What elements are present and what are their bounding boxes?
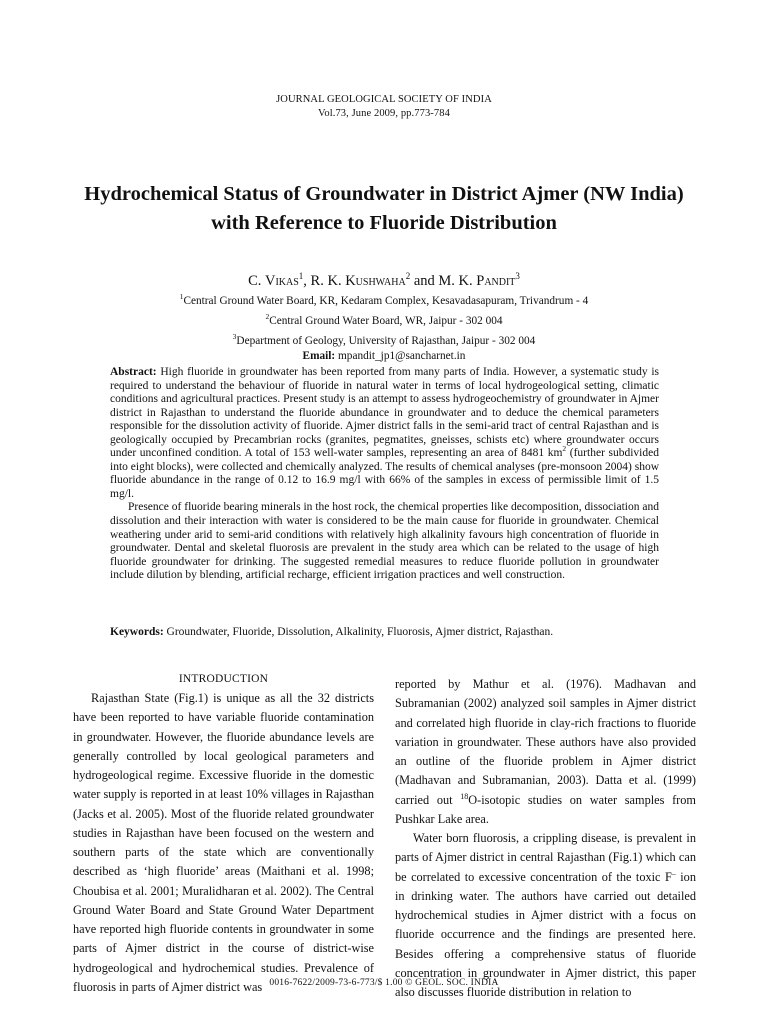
section-heading: INTRODUCTION [178,673,269,685]
superscript: 18 [460,791,469,801]
author-separator: and [410,272,439,289]
keywords-label: Keywords: [110,626,164,638]
email-address[interactable]: mpandit_jp1@sancharnet.in [335,349,466,362]
author-1-affil-mark: 1 [298,271,304,281]
author-separator: , [303,272,311,289]
author-1-initials: C. [248,272,265,289]
affiliation-text: Central Ground Water Board, KR, Kedaram Complex, Kesavadasapuram, Trivandrum - 4 [183,294,589,307]
body-text: reported by Mathur et al. (1976). Madhavan and Subramanian (2002) analyzed soil samples in Ajmer district and correlated high fluoride in clay-rich fractions to fluoride variation in groundwater. These authors have also provided an outline of the fluoride problem in Ajmer district (Madhavan and Subramanian, 2003). Datta et al. (1999) carried out [395,677,696,807]
journal-name: JOURNAL GEOLOGICAL SOCIETY OF INDIA [276,94,492,105]
author-2-initials: R. K. [310,272,346,289]
author-3-affil-mark: 3 [515,271,520,281]
abstract-paragraph-1 [110,366,659,501]
body-column-right [395,675,696,1002]
author-2-surname: Kushwaha [345,272,406,289]
affiliation-text: Department of Geology, University of Rajasthan, Jaipur - 302 004 [236,334,536,347]
email-label: Email: [302,349,336,362]
title-line-2: with Reference to Fluoride Distribution [211,212,557,234]
paper-title [40,180,728,238]
email-line [0,349,768,364]
body-paragraph: Rajasthan State (Fig.1) is unique as all the 32 districts have been reported to have variable fluoride contamination in groundwater. However, the fluoride abundance levels are generally controlled by local geological parameters and hydrogeological regime. Excessive fluoride in the domestic water supply is reported in at least 10% villages in Rajasthan (Jacks et al. 2005). Most of the fluoride related groundwater studies in Rajasthan have been focused on the western and southern parts of the state which are conventionally described as ‘high fluoride’ areas (Maithani et al. 1998; Choubisa et al. 2001; Muralidharan et al. 2002). The Central Ground Water Board and State Ground Water Department have reported high fluoride contents in groundwater in some parts of Ajmer district in the course of district-wise hydrogeological and hydrochemical studies. Prevalence of fluorosis in parts of Ajmer district was [73,691,374,994]
abstract-paragraph-2: Presence of fluoride bearing minerals in the host rock, the chemical properties like decomposition, dissociation and dissolution and their interaction with water is considered to be the main cause for fluoride in groundwater. Chemical weathering under arid to semi-arid conditions with relatively high alkalinity favours high concentration of fluoride in groundwater. Dental and skeletal fluorosis are prevalent in the study area which can be related to the usage of high fluoride groundwater for drinking. The suggested remedial measures to reduce fluoride pollution in groundwater include dilution by blending, artificial recharge, efficient irrigation practices and well construction. [110,501,659,582]
superscript: 2 [562,444,567,454]
body-text: ion in drinking water. The authors have carried out detailed hydrochemical studies in Ajmer district with a focus on fluoride occurrence and the findings are presented here. Besides offering a comprehensive status of fluoride concentration in groundwater in Ajmer district, this paper also discusses fluoride distribution in relation to [395,869,696,999]
title-line-1: Hydrochemical Status of Groundwater in District Ajmer (NW India) [84,183,684,205]
affiliation-2 [0,309,768,329]
author-3-surname: Pandit [476,272,516,289]
body-column-left [73,670,374,997]
keywords [110,625,659,639]
abstract-label: Abstract: [110,366,157,378]
author-3-initials: M. K. [438,272,477,289]
affiliation-text: Central Ground Water Board, WR, Jaipur - 302 004 [269,314,503,327]
author-list [0,266,768,291]
superscript: – [671,868,676,878]
keywords-text: Groundwater, Fluoride, Dissolution, Alkalinity, Fluorosis, Ajmer district, Rajasthan. [163,626,554,638]
body-paragraph [395,675,696,829]
journal-header [0,93,768,121]
affiliation-3 [0,329,768,349]
abstract [110,366,659,583]
affiliations [0,289,768,364]
body-text: O-isotopic studies on water samples from Pushkar Lake area. [395,792,696,826]
author-2-affil-mark: 2 [405,271,411,281]
abstract-text: High fluoride in groundwater has been reported from many parts of India. However, a systematic study is required to understand the behaviour of fluoride in natural water in terms of local hydrogeological setting, climatic conditions and agricultural practices. Present study is an attempt to assess hydrogeochemistry of groundwater in Ajmer district in Rajasthan to understand the fluoride abundance in groundwater and to deduce the chemical parameters responsible for the dissolution activity of fluoride. Ajmer district falls in the semi-arid tract of central Rajasthan and is geologically occupied by Precambrian rocks (granites, pegmatites, gneisses, schists etc) where groundwater occurs under unconfined condition. A total of 153 well-water samples, representing an area of 8481 km [110,366,659,460]
body-text: Water born fluorosis, a crippling disease, is prevalent in parts of Ajmer district in central Rajasthan (Fig.1) which can be correlated to excessive concentration of the toxic F [395,831,696,884]
abstract-text: (further subdivided into eight blocks), were collected and chemically analyzed. The results of chemical analyses (pre-monsoon 2004) show fluoride abundance in the range of 0.12 to 16.9 mg/l with 66% of the samples in excess of permissible limit of 1.5 mg/l. [110,447,659,500]
affiliation-1 [0,289,768,309]
affiliation-mark: 2 [265,311,270,321]
affiliation-mark: 3 [232,331,237,341]
journal-volume: Vol.73, June 2009, pp.773-784 [318,108,450,119]
affiliation-mark: 1 [179,292,184,301]
page-footer: 0016-7622/2009-73-6-773/$ 1.00 © GEOL. SOC. INDIA [269,978,499,988]
author-1-surname: Vikas [264,272,299,289]
